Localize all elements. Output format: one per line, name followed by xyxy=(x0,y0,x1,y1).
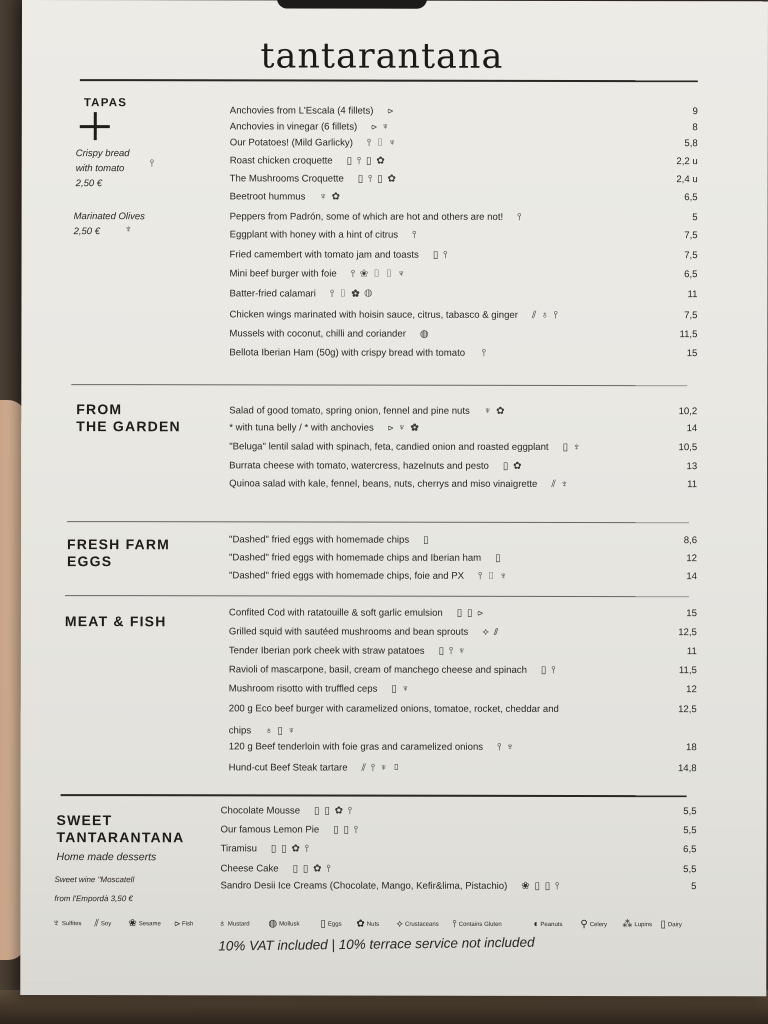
allergen-icons: ⫯ xyxy=(517,211,523,223)
allergen-icons: ▯ ▯ ⪧ xyxy=(456,607,484,619)
legend-icon: ▯ xyxy=(320,918,326,930)
menu-sheet xyxy=(20,0,768,996)
menu-item-price: 12 xyxy=(686,684,697,696)
wine-line2: from l'Empordà 3,50 € xyxy=(54,894,133,904)
menu-item-name: Confited Cod with ratatouille & soft garlic emulsion xyxy=(228,607,443,619)
allergen-icons: ⫯ ♆ xyxy=(497,741,515,753)
menu-item-name: * with tuna belly / * with anchovies xyxy=(229,422,374,434)
legend-icon: ◖ xyxy=(532,918,539,930)
allergen-icons: ⫽ ⫯ ♆ ▯ xyxy=(361,762,402,774)
garden-title xyxy=(76,401,181,435)
menu-item-name: Cheese Cake xyxy=(220,863,279,875)
menu-item-price: 12 xyxy=(686,553,698,565)
legend-label: Soy xyxy=(100,921,112,928)
legend-label: Peanuts xyxy=(540,921,563,929)
menu-item-name: Ravioli of mascarpone, basil, cream of manchego cheese and spinach xyxy=(228,664,527,676)
sweet-subtitle: Home made desserts xyxy=(56,851,157,864)
allergen-icons: ▯ ⫯ xyxy=(540,664,557,676)
olives-side xyxy=(74,209,145,239)
crispy-line2: with tomato xyxy=(75,163,125,175)
legend-icon: ⁂ xyxy=(622,919,633,931)
menu-item-price: 9 xyxy=(692,106,698,118)
menu-item-name: Hund-cut Beef Steak tartare xyxy=(228,762,348,774)
menu-item-price: 5,8 xyxy=(684,138,698,150)
legend-label: Sulfites xyxy=(61,921,82,928)
allergen-icons: ⪧ ♆ ✿ xyxy=(387,422,420,434)
menu-item-name: The Mushrooms Croquette xyxy=(229,173,344,185)
menu-item-name: "Dashed" fried eggs with homemade chips, foie and PX xyxy=(228,570,465,582)
wine-glass-icon: ♆ xyxy=(124,224,134,236)
olives-price: 2,50 € xyxy=(73,226,101,238)
menu-item-name: Anchovies from L'Escala (4 fillets) xyxy=(229,105,374,117)
allergen-icons: ⫯ xyxy=(412,229,418,241)
menu-item-price: 8,6 xyxy=(683,535,698,547)
menu-item-price: 11,5 xyxy=(679,329,698,341)
allergen-icons: ♁ ▯ ♆ xyxy=(265,725,297,737)
menu-item-price: 14,8 xyxy=(677,763,697,775)
garden-title-line2: THE GARDEN xyxy=(76,418,181,435)
allergen-icons: ⫽ ♁ ⫯ xyxy=(531,309,559,321)
allergen-icons: ⪧ xyxy=(387,105,395,117)
menu-item-name: Our famous Lemon Pie xyxy=(220,824,320,836)
allergen-icons: ⫯ ▯ ♆ xyxy=(366,137,397,149)
crispy-line1: Crispy bread xyxy=(75,148,130,160)
menu-item-name: Grilled squid with sautéed mushrooms and bean sprouts xyxy=(228,626,469,638)
menu-item-price: 2,4 u xyxy=(676,174,698,186)
menu-item-price: 2,2 u xyxy=(676,156,698,168)
menu-item-name: Sandro Desii Ice Creams (Chocolate, Mango, Kefir&lima, Pistachio) xyxy=(220,880,508,892)
menu-item-name: Eggplant with honey with a hint of citrus xyxy=(229,229,399,241)
legend-item xyxy=(268,918,299,929)
allergen-icons: ▯ ✿ xyxy=(502,460,523,472)
allergen-icons: ▯ ⫯ ▯ ✿ xyxy=(346,155,386,167)
menu-item-name: Tender Iberian pork cheek with straw patatoes xyxy=(228,645,425,657)
wine-line1: Sweet wine "Moscatell xyxy=(54,875,135,885)
menu-item-price: 7,5 xyxy=(684,230,698,242)
legend-item xyxy=(622,919,652,930)
eggs-title-line2: EGGS xyxy=(67,553,113,570)
divider xyxy=(71,384,687,386)
legend-item xyxy=(94,918,111,929)
menu-item-name: Chicken wings marinated with hoisin sauce, citrus, tabasco & ginger xyxy=(229,309,518,321)
menu-item-name: "Dashed" fried eggs with homemade chips and Iberian ham xyxy=(229,552,482,564)
legend-item xyxy=(532,919,562,930)
legend-label: Mollusk xyxy=(279,921,300,928)
menu-item-price: 6,5 xyxy=(684,192,698,204)
legend-item xyxy=(396,919,438,930)
menu-item-price: 14 xyxy=(686,571,698,583)
menu-item-price: 5,5 xyxy=(683,806,697,818)
legend-item xyxy=(452,919,501,930)
wheat-icon: ⫯ xyxy=(149,158,156,170)
allergen-icons: ❀ ▯ ▯ ⫯ xyxy=(521,880,561,892)
menu-item-name-cont: chips xyxy=(228,725,252,737)
legend-label: Celery xyxy=(589,922,608,929)
legend-icon: ⪧ xyxy=(174,918,181,930)
menu-item-price: 10,5 xyxy=(678,442,698,454)
allergen-icons: ⟡ ⫽ xyxy=(482,626,500,638)
menu-item-price: 11 xyxy=(687,289,698,301)
allergen-icons: ⫯ ❀ ▯ ▯ ♆ xyxy=(350,268,407,280)
menu-item-price: 11 xyxy=(687,479,698,491)
menu-item-name: Our Potatoes! (Mild Garlicky) xyxy=(229,137,353,149)
menu-item-price: 5 xyxy=(692,212,698,224)
legend-icon: ⫯ xyxy=(452,918,457,930)
legend-item xyxy=(52,918,81,929)
allergen-icons: ▯ ▯ ✿ ⫯ xyxy=(314,805,354,817)
menu-item-name: Batter-fried calamari xyxy=(229,288,316,300)
olives-line: Marinated Olives xyxy=(73,211,145,223)
legend-item xyxy=(128,918,160,929)
allergen-icons: ▯ ♆ xyxy=(562,441,582,453)
menu-item-name: Beetroot hummus xyxy=(229,191,306,203)
menu-item-name: 120 g Beef tenderloin with foie gras and caramelized onions xyxy=(228,741,484,753)
divider xyxy=(61,794,687,797)
menu-item-price: 13 xyxy=(686,461,698,473)
legend-item xyxy=(174,918,193,929)
sweet-title-line2: TANTARANTANA xyxy=(56,829,185,846)
restaurant-name: tantarantana xyxy=(260,36,504,77)
legend-label: Dairy xyxy=(667,922,682,929)
menu-item-name: Mushroom risotto with truffled ceps xyxy=(228,683,378,695)
menu-item-name: Peppers from Padrón, some of which are hot and others are not! xyxy=(229,211,504,223)
menu-item-name: Bellota Iberian Ham (50g) with crispy bread with tomato xyxy=(229,347,466,359)
menu-item-price: 14 xyxy=(686,423,698,435)
divider xyxy=(67,521,689,523)
allergen-icons: ♆ ✿ xyxy=(319,191,342,203)
menu-item-price: 15 xyxy=(686,608,697,620)
menu-item-price: 6,5 xyxy=(683,844,697,856)
allergen-icons: ▯ ⫯ ▯ ✿ xyxy=(357,173,397,185)
crispy-price: 2,50 € xyxy=(75,178,103,190)
menu-item-price: 7,5 xyxy=(684,250,698,262)
vat-note: 10% VAT included | 10% terrace service not included xyxy=(218,934,535,954)
legend-label: Lupins xyxy=(634,922,653,929)
legend-icon: ❀ xyxy=(128,918,137,930)
menu-item-name: Mussels with coconut, chilli and coriander xyxy=(229,328,406,340)
legend-label: Sesame xyxy=(138,921,161,928)
menu-item-name: Salad of good tomato, spring onion, fennel and pine nuts xyxy=(229,405,470,417)
tapas-title: TAPAS xyxy=(83,97,128,110)
menu-item-name: Tiramisu xyxy=(220,843,257,855)
meat-title: MEAT & FISH xyxy=(64,613,167,630)
legend-label: Eggs xyxy=(327,921,342,928)
header-rule xyxy=(80,79,698,82)
eggs-title-line1: FRESH FARM xyxy=(67,536,171,553)
legend-icon: ♆ xyxy=(52,918,60,930)
menu-item-name: "Dashed" fried eggs with homemade chips xyxy=(229,534,410,546)
allergen-icons: ▯ ⫯ xyxy=(432,249,449,261)
menu-item-name: Chocolate Mousse xyxy=(220,805,301,817)
allergen-icons: ⫯ ▯ ♆ xyxy=(478,570,509,582)
menu-item-price: 18 xyxy=(686,742,697,754)
legend-item xyxy=(218,918,249,929)
allergen-icons: ▯ ♆ xyxy=(391,683,411,695)
legend-label: Mustard xyxy=(227,921,250,928)
menu-item-name: Fried camembert with tomato jam and toasts xyxy=(229,249,419,261)
legend-item xyxy=(320,919,341,930)
menu-item-price: 11,5 xyxy=(678,665,697,677)
allergen-icons: ▯ xyxy=(495,552,502,564)
legend-icon: ◍ xyxy=(268,918,278,930)
menu-item-name: Burrata cheese with tomato, watercress, hazelnuts and pesto xyxy=(229,460,489,472)
legend-label: Fish xyxy=(182,921,194,928)
menu-item-name: Quinoa salad with kale, fennel, beans, nuts, cherrys and miso vinaigrette xyxy=(229,478,538,490)
menu-clip xyxy=(277,0,427,9)
allergen-icons: ⪧ ♆ xyxy=(371,121,391,133)
menu-item-price: 12,5 xyxy=(678,704,697,716)
legend-label: Contains Gluten xyxy=(458,921,502,928)
menu-item-price: 5 xyxy=(691,881,697,893)
allergen-icons: ▯ ▯ ⫯ xyxy=(333,824,360,836)
menu-item-name: 200 g Eco beef burger with caramelized onions, tomatoe, rocket, cheddar and xyxy=(228,703,559,715)
allergen-icons: ⫯ ▯ ✿ ◍ xyxy=(329,288,374,300)
plus-icon xyxy=(80,112,110,140)
divider xyxy=(65,595,689,597)
menu-item-price: 10,2 xyxy=(678,406,698,418)
allergen-icons: ▯ ▯ ✿ ⫯ xyxy=(292,863,332,875)
legend-icon: ♁ xyxy=(218,918,226,930)
menu-item-name: Mini beef burger with foie xyxy=(229,268,337,280)
legend-label: Nuts xyxy=(366,921,380,928)
allergen-icons: ▯ ⫯ ♆ xyxy=(438,645,467,657)
menu-item-price: 12,5 xyxy=(678,627,697,639)
crispy-bread-side xyxy=(76,146,130,191)
legend-icon: ⫽ xyxy=(94,918,99,930)
menu-item-price: 6,5 xyxy=(684,269,698,281)
menu-item-price: 5,5 xyxy=(683,825,697,837)
legend-icon: ▯ xyxy=(660,919,666,931)
legend-icon: ⟡ xyxy=(396,918,404,930)
allergen-icons: ♆ ✿ xyxy=(483,405,506,417)
allergen-icons: ◍ xyxy=(419,328,430,340)
legend-item xyxy=(580,919,607,930)
menu-item-price: 8 xyxy=(692,122,698,134)
allergen-icons: ▯ xyxy=(423,534,430,546)
legend-item xyxy=(356,919,379,930)
menu-item-name: "Beluga" lentil salad with spinach, feta, candied onion and roasted eggplant xyxy=(229,441,549,453)
menu-item-price: 11 xyxy=(686,646,697,658)
menu-item-name: Roast chicken croquette xyxy=(229,155,333,167)
allergen-icons: ▯ ▯ ✿ ⫯ xyxy=(270,843,311,855)
sweet-title xyxy=(57,812,185,846)
legend-item xyxy=(660,919,682,930)
eggs-title xyxy=(67,536,170,570)
sweet-wine xyxy=(54,870,134,908)
allergen-icons: ⫯ xyxy=(481,347,488,359)
sweet-title-line1: SWEET xyxy=(56,812,113,829)
menu-item-price: 7,5 xyxy=(684,310,698,322)
legend-icon: ✿ xyxy=(356,918,365,930)
menu-item-price: 5,5 xyxy=(683,864,697,876)
garden-title-line1: FROM xyxy=(76,401,123,418)
legend-label: Crustaceans xyxy=(405,921,439,928)
menu-item-price: 15 xyxy=(686,348,698,360)
allergen-icons: ⫽ ♆ xyxy=(551,478,570,490)
legend-icon: ⚲ xyxy=(580,918,588,930)
menu-item-name: Anchovies in vinegar (6 fillets) xyxy=(229,121,358,133)
